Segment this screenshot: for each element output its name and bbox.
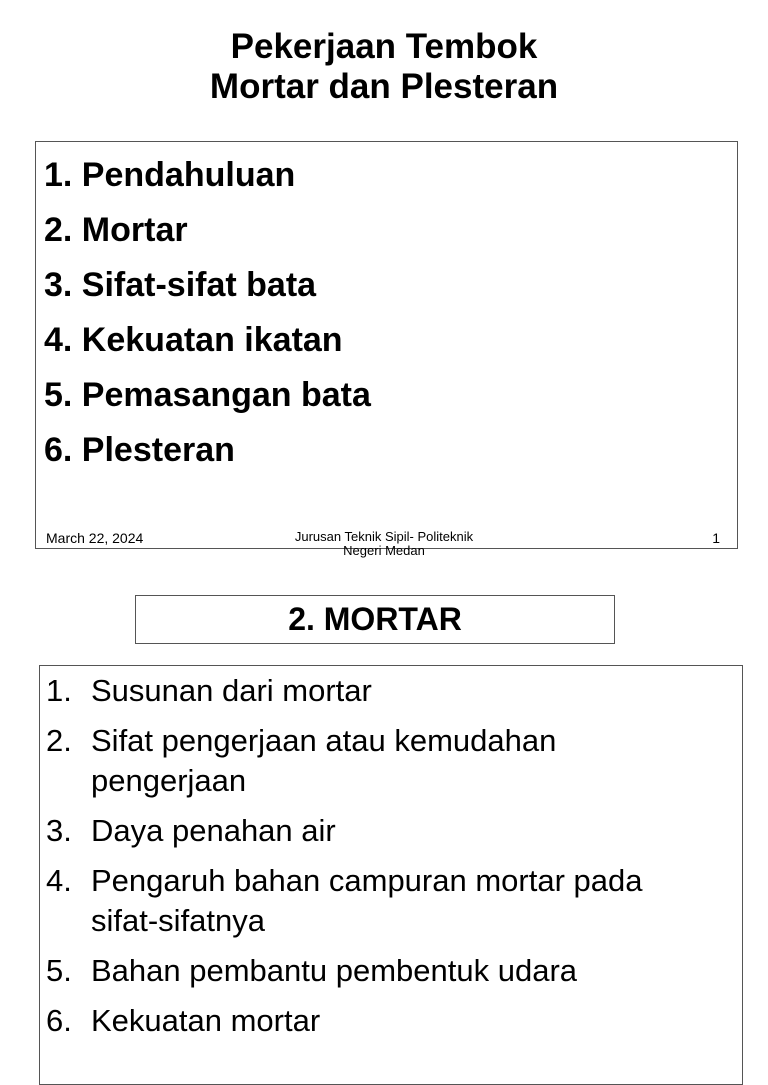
list-item-text: Daya penahan air <box>91 813 336 848</box>
outline-item: 3. Sifat-sifat bata <box>44 266 317 304</box>
list-item-text: Bahan pembantu pembentuk udara <box>91 953 578 988</box>
footer-institution <box>254 530 514 558</box>
list-item <box>46 721 711 801</box>
list-item <box>46 861 711 941</box>
list-item-number: 6. <box>46 1003 72 1038</box>
slide2-topic-list <box>46 671 711 1051</box>
outline-item: 6. Plesteran <box>44 431 235 469</box>
outline-item: 1. Pendahuluan <box>44 156 296 194</box>
outline-item: 2. Mortar <box>44 211 188 249</box>
outline-item: 4. Kekuatan ikatan <box>44 321 343 359</box>
footer-institution-line1: Jurusan Teknik Sipil- Politeknik <box>294 529 474 544</box>
slide1-title <box>0 27 768 107</box>
footer-page-number: 1 <box>712 530 720 546</box>
slide1-title-line1: Pekerjaan Tembok <box>230 27 538 66</box>
list-item-number: 3. <box>46 813 72 848</box>
list-item-number: 4. <box>46 863 72 898</box>
list-item-text: Susunan dari mortar <box>91 673 372 708</box>
slide1-content-box <box>35 141 738 558</box>
list-item-text: Pengaruh bahan campuran mortar pada sifat-sifatnya <box>91 863 643 938</box>
list-item-text: Kekuatan mortar <box>91 1003 321 1038</box>
slide1-title-line2: Mortar dan Plesteran <box>209 67 559 106</box>
list-item-number: 5. <box>46 953 72 988</box>
footer-date: March 22, 2024 <box>46 530 144 546</box>
list-item-text: Sifat pengerjaan atau kemudahan pengerjaan <box>91 723 557 798</box>
list-item <box>46 811 711 851</box>
slide2-title: 2. MORTAR <box>135 595 615 644</box>
list-item-number: 2. <box>46 723 72 758</box>
list-item-number: 1. <box>46 673 72 708</box>
outline-item: 5. Pemasangan bata <box>44 376 371 414</box>
list-item <box>46 951 711 991</box>
slide2-content-box <box>39 665 743 1085</box>
list-item <box>46 1001 711 1041</box>
list-item <box>46 671 711 711</box>
slide1-outline-list <box>44 148 371 478</box>
footer-institution-line2: Negeri Medan <box>343 543 425 558</box>
